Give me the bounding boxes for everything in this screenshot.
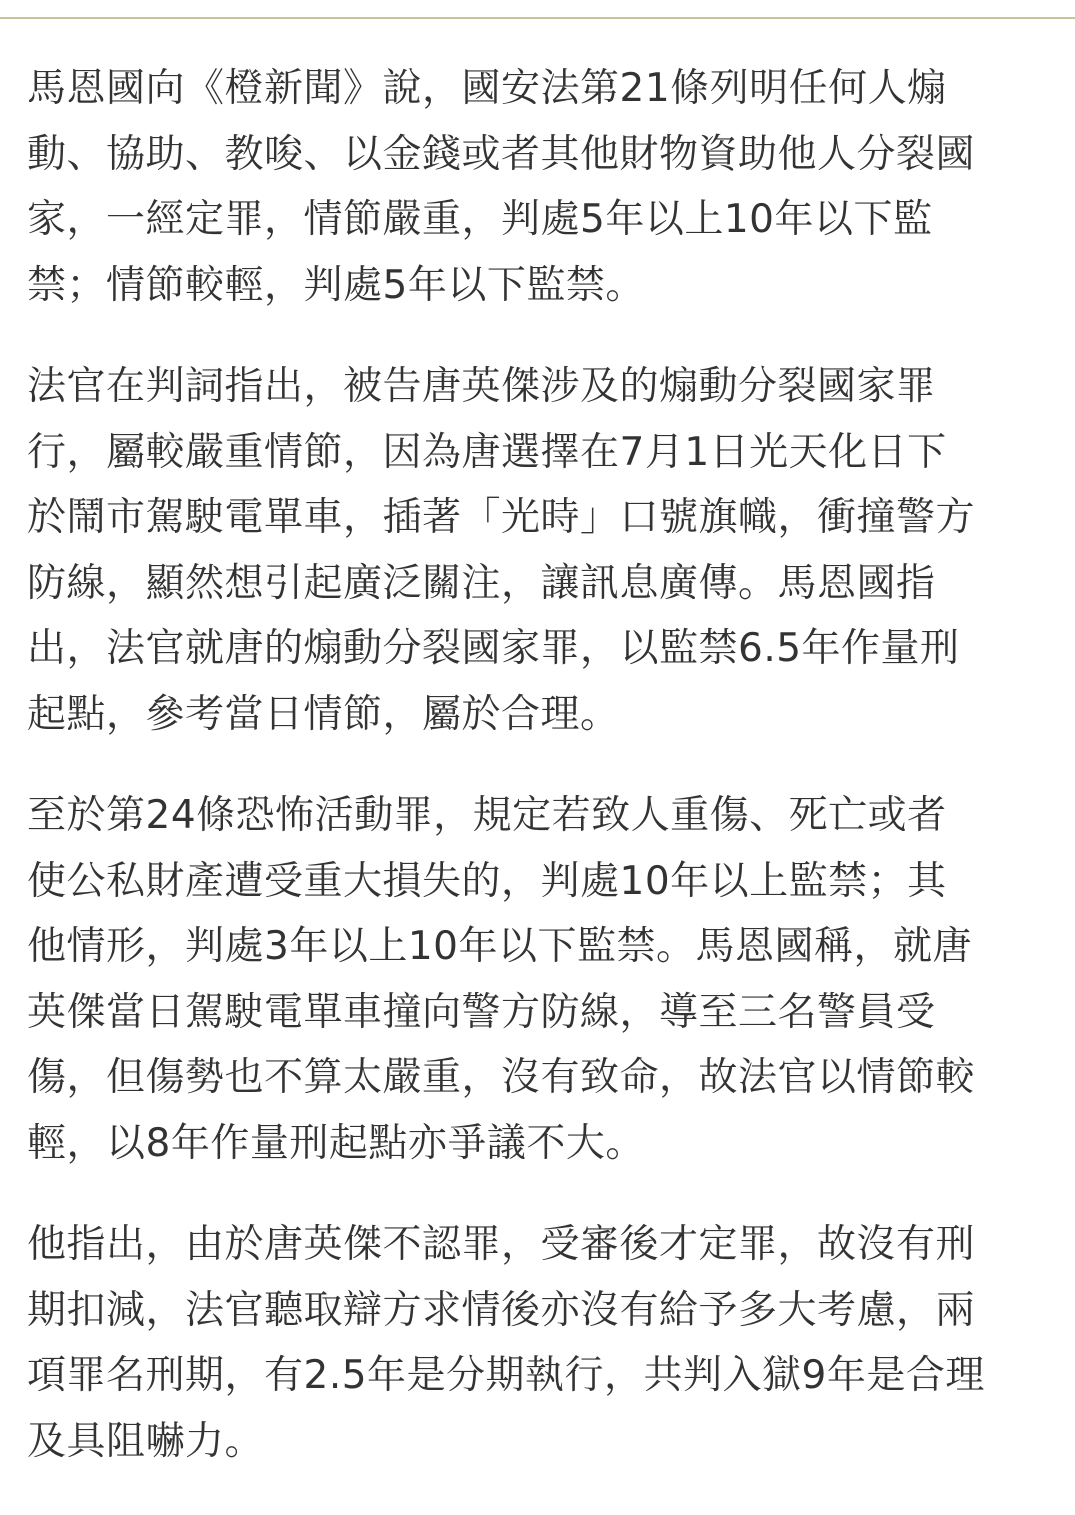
paragraph-line: 項罪名刑期，有2.5年是分期執行，共判入獄9年是合理 [27, 1353, 985, 1398]
paragraph-line: 英傑當日駕駛電單車撞向警方防線，導至三名警員受 [27, 989, 936, 1035]
paragraph-line: 於鬧市駕駛電單車，插著「光時」口號旗幟，衝撞警方 [27, 495, 976, 540]
paragraph-3 [27, 783, 1057, 1176]
paragraph-line: 使公私財產遭受重大損失的，判處10年以上監禁；其 [27, 858, 947, 904]
paragraph-line: 行，屬較嚴重情節，因為唐選擇在7月1日光天化日下 [27, 429, 947, 475]
paragraph-line: 防線，顯然想引起廣泛關注，讓訊息廣傳。馬恩國指 [27, 560, 936, 606]
paragraph-line: 他指出，由於唐英傑不認罪，受審後才定罪，故沒有刑 [27, 1222, 976, 1267]
paragraph-line: 出，法官就唐的煽動分裂國家罪，以監禁6.5年作量刑 [27, 626, 960, 671]
paragraph-line: 法官在判詞指出，被告唐英傑涉及的煽動分裂國家罪 [27, 364, 936, 409]
paragraph-line: 傷，但傷勢也不算太嚴重，沒有致命，故法官以情節較 [27, 1055, 976, 1100]
paragraph-line: 及具阻嚇力。 [27, 1418, 265, 1464]
paragraph-line: 動、協助、教唆、以金錢或者其他財物資助他人分裂國 [27, 131, 976, 177]
paragraph-line: 馬恩國向《橙新聞》說，國安法第21條列明任何人煽 [27, 66, 947, 111]
paragraph-line: 他情形，判處3年以上10年以下監禁。馬恩國稱，就唐 [27, 924, 972, 969]
article-body [27, 56, 1057, 1474]
paragraph-2 [27, 354, 1057, 747]
paragraph-1 [27, 56, 1057, 318]
paragraph-line: 家，一經定罪，情節嚴重，判處5年以上10年以下監 [27, 197, 933, 242]
paragraph-line: 期扣減，法官聽取辯方求情後亦沒有給予多大考慮，兩 [27, 1287, 976, 1333]
top-divider [0, 17, 1075, 19]
paragraph-line: 輕，以8年作量刑起點亦爭議不大。 [27, 1120, 645, 1166]
paragraph-line: 起點，參考當日情節，屬於合理。 [27, 691, 620, 737]
paragraph-line: 禁；情節較輕，判處5年以下監禁。 [27, 262, 645, 308]
paragraph-line: 至於第24條恐怖活動罪，規定若致人重傷、死亡或者 [27, 793, 947, 838]
paragraph-4 [27, 1212, 1057, 1474]
